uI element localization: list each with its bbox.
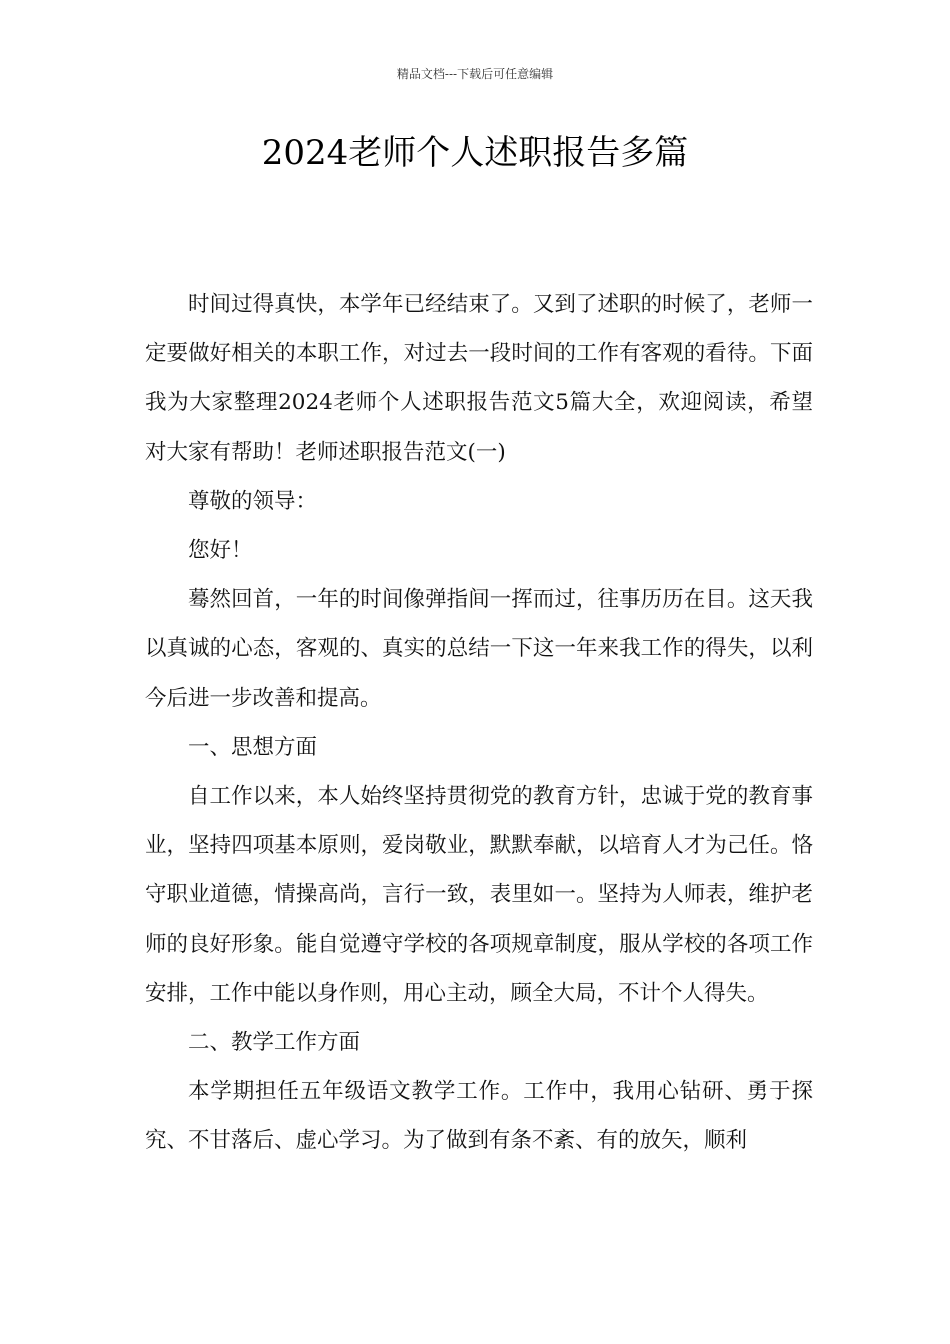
opening-paragraph: 蓦然回首，一年的时间像弹指间一挥而过，往事历历在目。这天我以真诚的心态，客观的、真实的总结一下这一年来我工作的得失，以利今后进一步改善和提高。 [145, 587, 813, 711]
document-title: 2024老师个人述职报告多篇 [261, 133, 689, 173]
section-heading-thought: 一、思想方面 [188, 734, 318, 760]
document-body [145, 280, 813, 1166]
section-heading-teaching: 二、教学工作方面 [188, 1030, 361, 1056]
greeting: 您好！ [188, 538, 253, 564]
header-note: 精品文档---下载后可任意编辑 [396, 67, 554, 81]
teaching-paragraph: 本学期担任五年级语文教学工作。工作中，我用心钻研、勇于探究、不甘落后、虚心学习。为了做到有条不紊、有的放矢，顺利 [145, 1079, 813, 1154]
thought-paragraph: 自工作以来，本人始终坚持贯彻党的教育方针，忠诚于党的教育事业，坚持四项基本原则，爱岗敬业，默默奉献，以培育人才为己任。恪守职业道德，情操高尚，言行一致，表里如一。坚持为人师表，维护老师的良好形象。能自觉遵守学校的各项规章制度，服从学校的各项工作安排，工作中能以身作则，用心主动，顾全大局，不计个人得失。 [145, 784, 813, 1006]
salutation: 尊敬的领导： [188, 488, 318, 514]
intro-paragraph: 时间过得真快，本学年已经结束了。又到了述职的时候了，老师一定要做好相关的本职工作，对过去一段时间的工作有客观的看待。下面我为大家整理2024老师个人述职报告范文5篇大全，欢迎阅读，希望对大家有帮助！老师述职报告范文(一) [145, 292, 813, 465]
